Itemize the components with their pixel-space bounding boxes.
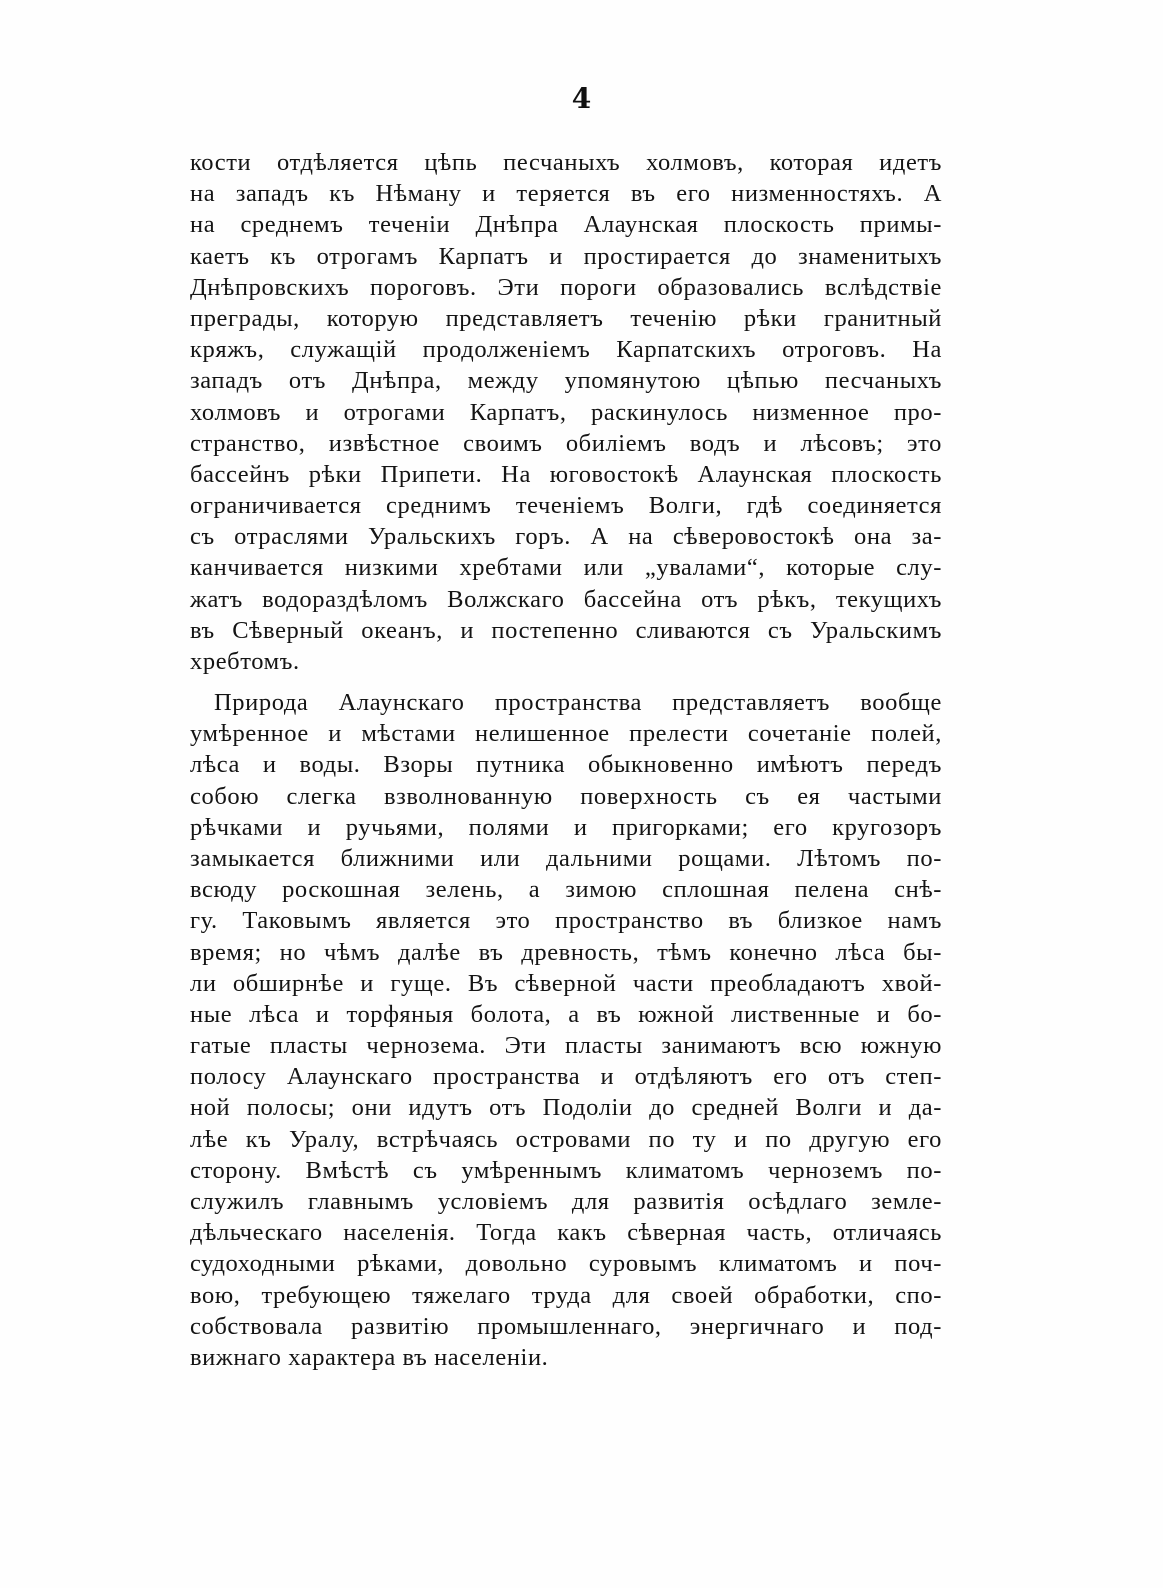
- paragraph-2: [190, 687, 942, 1373]
- text-line: служилъ главнымъ условіемъ для развитія осѣдлаго земле-: [190, 1188, 942, 1215]
- text-line: ные лѣса и торфяныя болота, а въ южной лиственные и бо-: [190, 1000, 942, 1028]
- text-line: на среднемъ теченіи Днѣпра Алаунская плоскость примы-: [190, 211, 942, 239]
- text-line: холмовъ и отрогами Карпатъ, раскинулось низменное про-: [190, 398, 942, 426]
- text-line: жатъ водораздѣломъ Волжскаго бассейна отъ рѣкъ, текущихъ: [190, 585, 942, 613]
- text-line: умѣренное и мѣстами нелишенное прелести сочетаніе полей,: [190, 720, 942, 748]
- text-line: время; но чѣмъ далѣе въ древность, тѣмъ конечно лѣса бы-: [190, 938, 942, 966]
- text-line: Днѣпровскихъ пороговъ. Эти пороги образовались вслѣдствіе: [190, 273, 942, 301]
- text-line: сторону. Вмѣстѣ съ умѣреннымъ климатомъ черноземъ по-: [190, 1156, 942, 1184]
- text-line: дѣльческаго населенія. Тогда какъ сѣверная часть, отличаясь: [190, 1219, 942, 1247]
- text-line: рѣчками и ручьями, полями и пригорками; его кругозоръ: [190, 813, 942, 841]
- paragraph-1: [190, 147, 942, 677]
- text-line: ли обширнѣе и гуще. Въ сѣверной части преобладаютъ хвой-: [190, 969, 942, 997]
- text-line: странство, извѣстное своимъ обиліемъ водъ и лѣсовъ; это: [190, 429, 942, 457]
- text-line: въ Сѣверный океанъ, и постепенно сливаются съ Уральскимъ: [190, 616, 942, 644]
- text-line: кряжъ, служащій продолженіемъ Карпатскихъ отроговъ. На: [190, 336, 942, 364]
- text-line: на западъ къ Нѣману и теряется въ его низменностяхъ. А: [190, 180, 942, 208]
- text-line: лѣе къ Уралу, встрѣчаясь островами по ту и по другую его: [190, 1125, 942, 1153]
- text-line: гу. Таковымъ является это пространство въ близкое намъ: [190, 907, 942, 935]
- text-line: Природа Алаунскаго пространства представляетъ вообще: [214, 689, 942, 716]
- text-line: замыкается ближними или дальними рощами. Лѣтомъ по-: [190, 844, 942, 872]
- text-line: собствовала развитію промышленнаго, энергичнаго и под-: [190, 1312, 942, 1340]
- text-line: каетъ къ отрогамъ Карпатъ и простирается до знаменитыхъ: [190, 242, 942, 270]
- text-line: полосу Алаунскаго пространства и отдѣляютъ его отъ степ-: [190, 1063, 942, 1091]
- text-line: хребтомъ.: [190, 648, 300, 675]
- text-line: бассейнъ рѣки Припети. На юговостокѣ Алаунская плоскость: [190, 460, 942, 488]
- text-line: ной полосы; они идутъ отъ Подоліи до средней Волги и да-: [190, 1094, 942, 1122]
- page-number: 4: [571, 82, 592, 115]
- text-line: кости отдѣляется цѣпь песчаныхъ холмовъ, которая идетъ: [190, 149, 942, 176]
- text-line: всюду роскошная зелень, а зимою сплошная пелена снѣ-: [190, 876, 942, 904]
- text-line: преграды, которую представляетъ теченію рѣки гранитный: [190, 304, 942, 332]
- text-line: вижнаго характера въ населеніи.: [190, 1343, 549, 1371]
- text-line: судоходными рѣками, довольно суровымъ климатомъ и поч-: [190, 1250, 942, 1278]
- text-line: западъ отъ Днѣпра, между упомянутою цѣпью песчаныхъ: [190, 367, 942, 395]
- text-line: съ отраслями Уральскихъ горъ. А на сѣверовостокѣ она за-: [190, 523, 942, 551]
- text-line: лѣса и воды. Взоры путника обыкновенно имѣютъ передъ: [190, 751, 942, 779]
- text-line: гатые пласты чернозема. Эти пласты занимаютъ всю южную: [190, 1032, 942, 1060]
- text-line: собою слегка взволнованную поверхность съ ея частыми: [190, 782, 942, 810]
- text-line: ограничивается среднимъ теченіемъ Волги, гдѣ соединяется: [190, 492, 942, 520]
- text-line: вою, требующею тяжелаго труда для своей обработки, спо-: [190, 1281, 942, 1309]
- text-line: канчивается низкими хребтами или „увалами“, которые слу-: [190, 554, 942, 582]
